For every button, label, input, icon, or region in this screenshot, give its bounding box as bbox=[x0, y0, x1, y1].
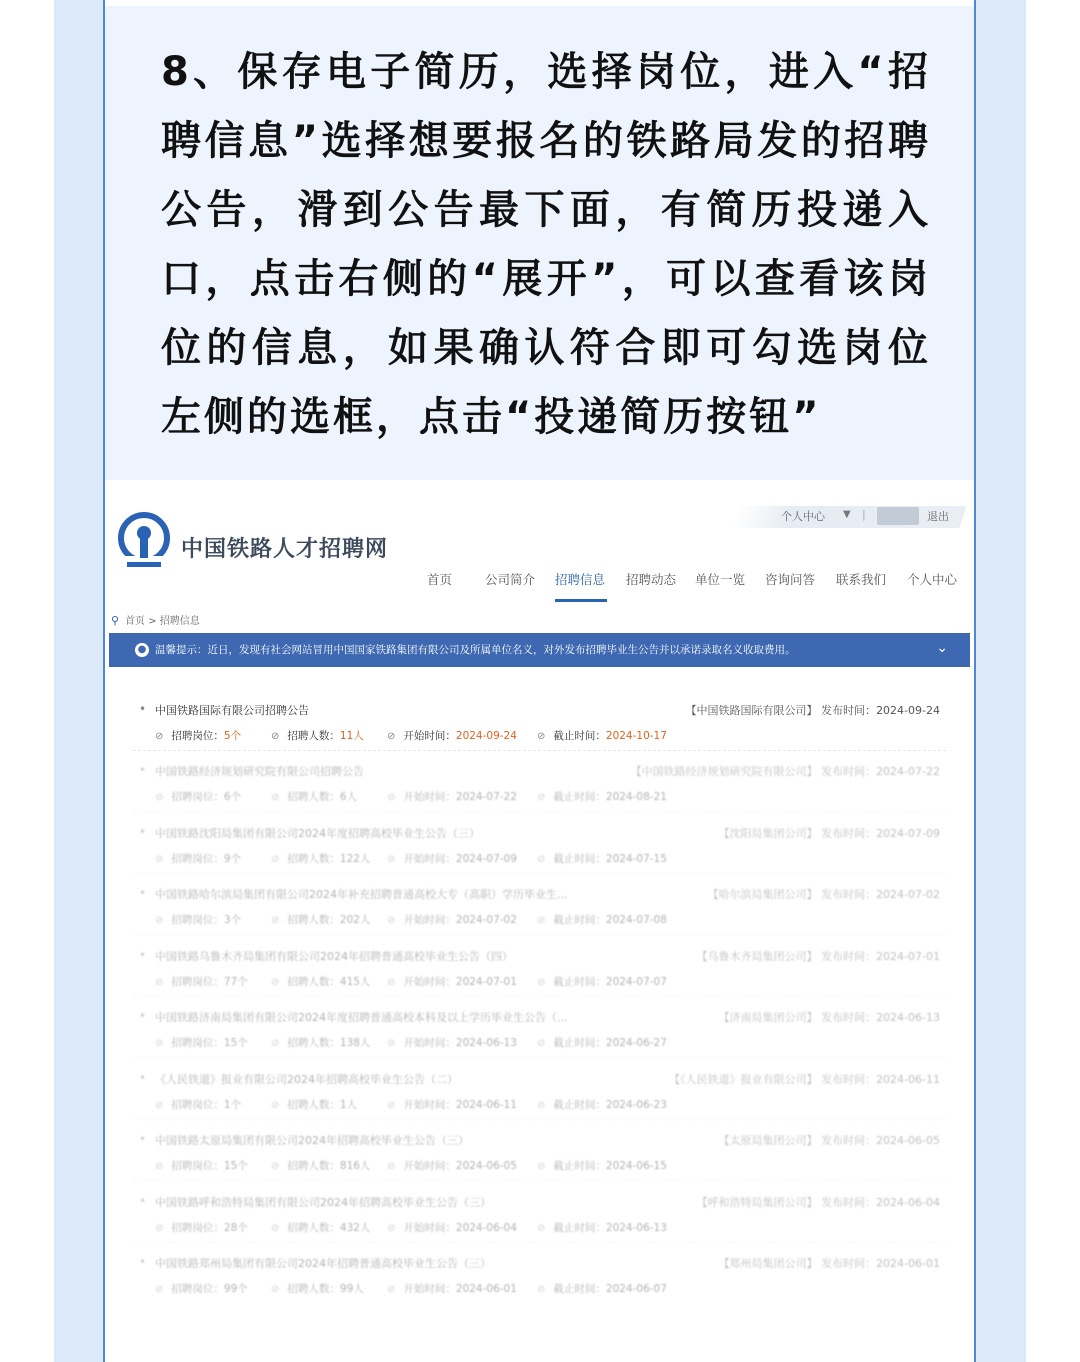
list-item[interactable] bbox=[105, 763, 974, 825]
link-icon: ⊘ bbox=[537, 1100, 546, 1111]
link-icon: ⊘ bbox=[387, 854, 396, 865]
posting-meta: ⊘ 招聘岗位：1个 ⊘ 招聘人数：1人 ⊘ 开始时间：2024-06-11 ⊘ 截止时间：2024-06-23 bbox=[155, 1099, 667, 1111]
link-icon: ⊘ bbox=[387, 731, 396, 742]
posting-title[interactable]: 《人民铁道》报业有限公司2024年招聘高校毕业生公告（二） bbox=[155, 1073, 458, 1086]
bullet-icon: • bbox=[139, 1132, 147, 1146]
link-icon: ⊘ bbox=[271, 1284, 280, 1295]
info-icon: ● bbox=[135, 643, 149, 657]
posting-publish-info: 【沈阳局集团公司】 发布时间：2024-07-09 bbox=[718, 827, 940, 840]
list-item[interactable] bbox=[105, 825, 974, 887]
instruction-text: 8、保存电子简历，选择岗位，进入“招聘信息”选择想要报名的铁路局发的招聘公告，滑到公告最下面，有简历投递入口，点击右侧的“展开”，可以查看该岗位的信息，如果确认符合即可勾选岗位左侧的选框，点击“投递简历按钮” bbox=[161, 49, 931, 440]
posting-title[interactable]: 中国铁路济南局集团有限公司2024年度招聘普通高校本科及以上学历毕业生公告（... bbox=[155, 1011, 568, 1024]
link-icon: ⊘ bbox=[155, 1223, 164, 1234]
link-icon: ⊘ bbox=[537, 1223, 546, 1234]
link-icon: ⊘ bbox=[271, 1161, 280, 1172]
posting-publish-info: 【《人民铁道》报业有限公司】 发布时间：2024-06-11 bbox=[669, 1073, 940, 1086]
link-icon: ⊘ bbox=[387, 1223, 396, 1234]
row-divider bbox=[133, 934, 946, 935]
link-icon: ⊘ bbox=[155, 1284, 164, 1295]
link-icon: ⊘ bbox=[537, 731, 546, 742]
list-item[interactable] bbox=[105, 1132, 974, 1194]
posting-title[interactable]: 中国铁路国际有限公司招聘公告 bbox=[155, 704, 309, 717]
link-icon: ⊘ bbox=[155, 977, 164, 988]
nav-personal-center[interactable]: 个人中心 bbox=[907, 572, 958, 587]
expand-chevron-icon[interactable]: ⌄ bbox=[936, 640, 948, 656]
row-divider bbox=[133, 1180, 946, 1181]
bullet-icon: • bbox=[139, 1009, 147, 1023]
background-right bbox=[1026, 0, 1080, 1362]
posting-title[interactable]: 中国铁路呼和浩特局集团有限公司2024年招聘高校毕业生公告（三） bbox=[155, 1196, 491, 1209]
breadcrumb bbox=[111, 612, 200, 627]
bullet-icon: • bbox=[139, 1194, 147, 1208]
bullet-icon: • bbox=[139, 948, 147, 962]
link-icon: ⊘ bbox=[537, 1161, 546, 1172]
link-icon: ⊘ bbox=[155, 731, 164, 742]
list-item[interactable] bbox=[105, 1255, 974, 1317]
row-divider bbox=[133, 1057, 946, 1058]
site-name: 中国铁路人才招聘网 bbox=[181, 537, 389, 562]
row-divider bbox=[133, 811, 946, 812]
link-icon: ⊘ bbox=[155, 1100, 164, 1111]
row-divider bbox=[133, 1119, 946, 1120]
row-divider bbox=[133, 873, 946, 874]
posting-meta: ⊘ 招聘岗位：3个 ⊘ 招聘人数：202人 ⊘ 开始时间：2024-07-02 ⊘ 截止时间：2024-07-08 bbox=[155, 914, 667, 926]
link-icon: ⊘ bbox=[271, 1038, 280, 1049]
posting-publish-info: 【呼和浩特局集团公司】 发布时间：2024-06-04 bbox=[696, 1196, 940, 1209]
posting-title[interactable]: 中国铁路经济规划研究院有限公司招聘公告 bbox=[155, 765, 364, 778]
notice-banner bbox=[109, 633, 970, 667]
link-icon: ⊘ bbox=[271, 977, 280, 988]
posting-title[interactable]: 中国铁路郑州局集团有限公司2024年招聘普通高校毕业生公告（三） bbox=[155, 1257, 491, 1270]
list-item[interactable] bbox=[105, 1071, 974, 1133]
link-icon: ⊘ bbox=[537, 1284, 546, 1295]
link-icon: ⊘ bbox=[271, 731, 280, 742]
instruction-card bbox=[103, 0, 976, 1362]
link-icon: ⊘ bbox=[537, 915, 546, 926]
row-divider bbox=[133, 1242, 946, 1243]
nav-contact[interactable]: 联系我们 bbox=[836, 572, 887, 587]
link-icon: ⊘ bbox=[387, 1100, 396, 1111]
nav-faq[interactable]: 咨询问答 bbox=[765, 572, 816, 587]
list-item[interactable] bbox=[105, 1194, 974, 1256]
bullet-icon: • bbox=[139, 1255, 147, 1269]
link-icon: ⊘ bbox=[387, 1161, 396, 1172]
nav-home[interactable]: 首页 bbox=[427, 572, 453, 587]
link-icon: ⊘ bbox=[387, 1038, 396, 1049]
link-icon: ⊘ bbox=[387, 792, 396, 803]
link-icon: ⊘ bbox=[155, 792, 164, 803]
posting-title[interactable]: 中国铁路沈阳局集团有限公司2024年度招聘高校毕业生公告（三） bbox=[155, 827, 480, 840]
link-icon: ⊘ bbox=[271, 792, 280, 803]
link-icon: ⊘ bbox=[271, 1223, 280, 1234]
list-item[interactable] bbox=[105, 1009, 974, 1071]
link-icon: ⊘ bbox=[155, 1161, 164, 1172]
link-icon: ⊘ bbox=[271, 1100, 280, 1111]
nav-recruitment-info[interactable]: 招聘信息 bbox=[555, 572, 606, 587]
list-item[interactable] bbox=[105, 886, 974, 948]
posting-publish-info: 【郑州局集团公司】 发布时间：2024-06-01 bbox=[718, 1257, 940, 1270]
notice-text: 温馨提示：近日，发现有社会网站冒用中国国家铁路集团有限公司及所属单位名义，对外发布招聘毕业生公告并以承诺录取名义收取费用。 bbox=[155, 644, 796, 656]
link-icon: ⊘ bbox=[387, 915, 396, 926]
posting-meta: ⊘ 招聘岗位：6个 ⊘ 招聘人数：6人 ⊘ 开始时间：2024-07-22 ⊘ 截止时间：2024-08-21 bbox=[155, 791, 667, 803]
posting-meta: ⊘ 招聘岗位：5个 ⊘ 招聘人数：11人 ⊘ 开始时间：2024-09-24 ⊘ 截止时间：2024-10-17 bbox=[155, 730, 667, 742]
posting-title[interactable]: 中国铁路太原局集团有限公司2024年招聘高校毕业生公告（三） bbox=[155, 1134, 469, 1147]
list-item[interactable] bbox=[105, 702, 974, 764]
posting-meta: ⊘ 招聘岗位：9个 ⊘ 招聘人数：122人 ⊘ 开始时间：2024-07-09 ⊘ 截止时间：2024-07-15 bbox=[155, 853, 667, 865]
user-center-link[interactable]: 个人中心 bbox=[781, 510, 825, 523]
bullet-icon: • bbox=[139, 825, 147, 839]
link-icon: ⊘ bbox=[155, 854, 164, 865]
posting-title[interactable]: 中国铁路哈尔滨局集团有限公司2024年补充招聘普通高校大专（高职）学历毕业生... bbox=[155, 888, 568, 901]
user-bar-divider: | bbox=[862, 508, 866, 521]
avatar[interactable] bbox=[877, 507, 919, 525]
link-icon: ⊘ bbox=[537, 977, 546, 988]
link-icon: ⊘ bbox=[271, 854, 280, 865]
card-top-strip bbox=[105, 0, 974, 6]
posting-meta: ⊘ 招聘岗位：15个 ⊘ 招聘人数：138人 ⊘ 开始时间：2024-06-13 ⊘ 截止时间：2024-06-27 bbox=[155, 1037, 667, 1049]
logout-link[interactable]: 退出 bbox=[927, 510, 949, 523]
link-icon: ⊘ bbox=[271, 915, 280, 926]
link-icon: ⊘ bbox=[387, 977, 396, 988]
row-divider bbox=[133, 750, 946, 751]
link-icon: ⊘ bbox=[387, 1284, 396, 1295]
row-divider bbox=[133, 996, 946, 997]
main-nav bbox=[105, 570, 974, 600]
link-icon: ⊘ bbox=[537, 792, 546, 803]
posting-publish-info: 【济南局集团公司】 发布时间：2024-06-13 bbox=[718, 1011, 940, 1024]
breadcrumb-text[interactable]: 首页 > 招聘信息 bbox=[125, 616, 200, 627]
posting-publish-info: 【乌鲁木齐局集团公司】 发布时间：2024-07-01 bbox=[696, 950, 940, 963]
posting-meta: ⊘ 招聘岗位：15个 ⊘ 招聘人数：816人 ⊘ 开始时间：2024-06-05 ⊘ 截止时间：2024-06-15 bbox=[155, 1160, 667, 1172]
bullet-icon: • bbox=[139, 1071, 147, 1085]
posting-meta: ⊘ 招聘岗位：99个 ⊘ 招聘人数：99人 ⊘ 开始时间：2024-06-01 ⊘ 截止时间：2024-06-07 bbox=[155, 1283, 667, 1295]
chevron-down-icon[interactable]: ▼ bbox=[843, 509, 851, 520]
link-icon: ⊘ bbox=[155, 915, 164, 926]
posting-publish-info: 【哈尔滨局集团公司】 发布时间：2024-07-02 bbox=[707, 888, 940, 901]
posting-meta: ⊘ 招聘岗位：28个 ⊘ 招聘人数：432人 ⊘ 开始时间：2024-06-04 ⊘ 截止时间：2024-06-13 bbox=[155, 1222, 667, 1234]
bullet-icon: • bbox=[139, 763, 147, 777]
link-icon: ⊘ bbox=[155, 1038, 164, 1049]
website-screenshot bbox=[105, 480, 974, 1362]
list-item[interactable] bbox=[105, 948, 974, 1010]
posting-publish-info: 【太原局集团公司】 发布时间：2024-06-05 bbox=[718, 1134, 940, 1147]
railway-logo-icon bbox=[115, 510, 173, 570]
nav-about[interactable]: 公司简介 bbox=[485, 572, 536, 587]
posting-title[interactable]: 中国铁路乌鲁木齐局集团有限公司2024年招聘普通高校毕业生公告（四） bbox=[155, 950, 513, 963]
posting-meta: ⊘ 招聘岗位：77个 ⊘ 招聘人数：415人 ⊘ 开始时间：2024-07-01 ⊘ 截止时间：2024-07-07 bbox=[155, 976, 667, 988]
location-pin-icon: ⚲ bbox=[111, 614, 120, 627]
bullet-icon: • bbox=[139, 702, 147, 716]
background-left bbox=[0, 0, 54, 1362]
bullet-icon: • bbox=[139, 886, 147, 900]
nav-units[interactable]: 单位一览 bbox=[695, 572, 746, 587]
link-icon: ⊘ bbox=[537, 854, 546, 865]
posting-publish-info: 【中国铁路经济规划研究院有限公司】 发布时间：2024-07-22 bbox=[630, 765, 940, 778]
link-icon: ⊘ bbox=[537, 1038, 546, 1049]
nav-recruitment-news[interactable]: 招聘动态 bbox=[626, 572, 677, 587]
posting-publish-info: 【中国铁路国际有限公司】 发布时间：2024-09-24 bbox=[685, 704, 940, 717]
active-tab-underline bbox=[555, 599, 607, 602]
